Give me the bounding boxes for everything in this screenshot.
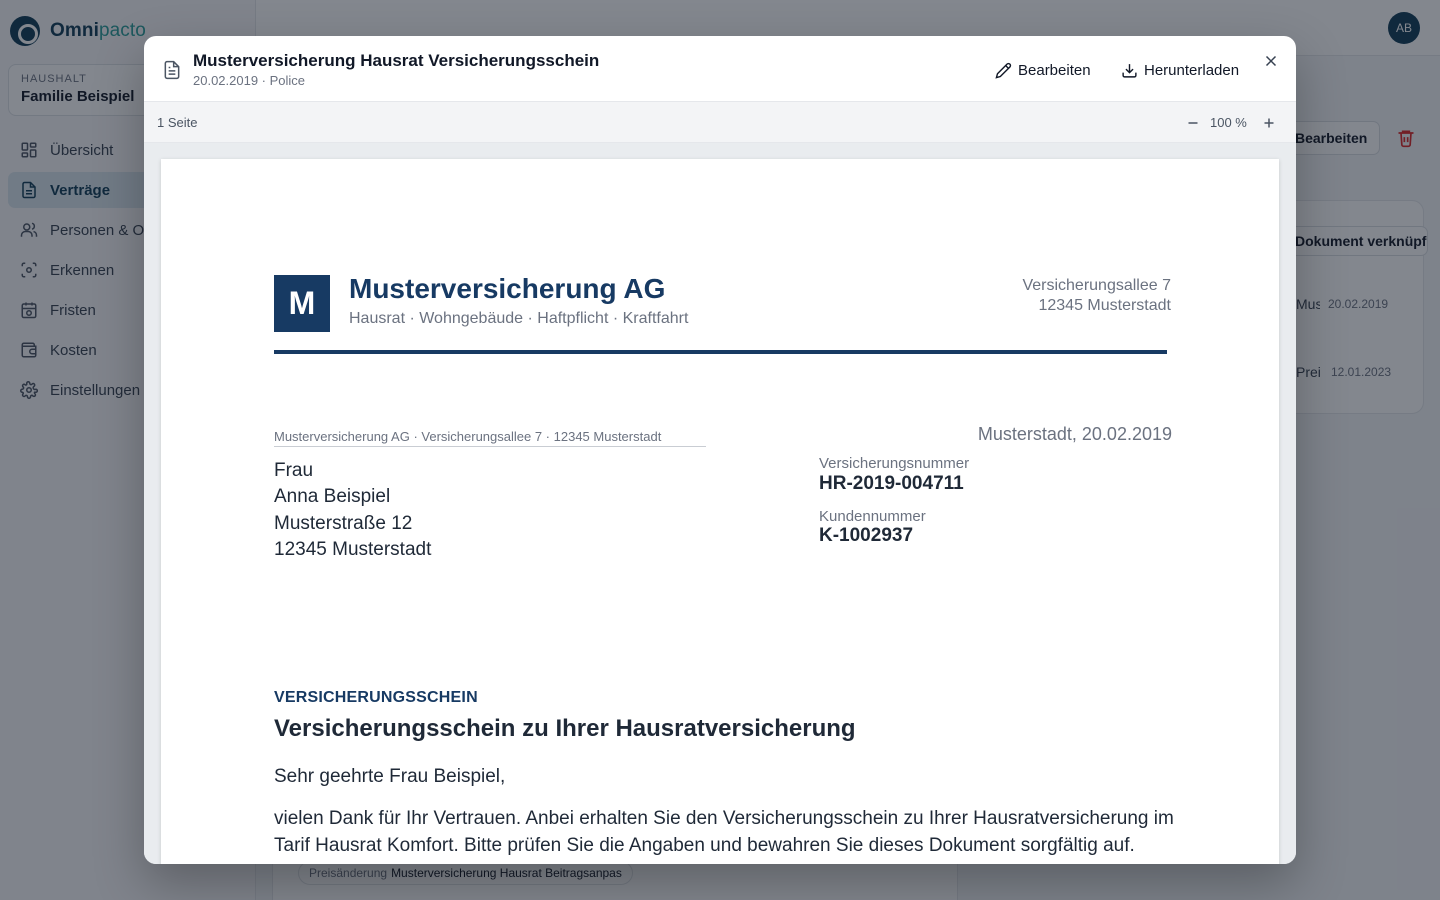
edit-button-label: Bearbeiten [1018, 61, 1091, 79]
pencil-icon [995, 62, 1012, 79]
document-type-label: VERSICHERUNGSSCHEIN [274, 689, 478, 706]
page-count: 1 Seite [157, 115, 198, 130]
company-product-lines: Hausrat · Wohngebäude · Haftpflicht · Kraftfahrt [349, 310, 689, 327]
company-address-street: Versicherungsallee 7 [1022, 277, 1171, 294]
customer-number: K-1002937 [819, 525, 914, 546]
company-address [1022, 276, 1171, 316]
sender-return-line: Musterversicherung AG · Versicherungsallee 7 · 12345 Musterstadt [274, 429, 706, 447]
policy-number: HR-2019-004711 [819, 473, 964, 494]
salutation: Sehr geehrte Frau Beispiel, [274, 766, 506, 787]
place-date: Musterstadt, 20.02.2019 [977, 424, 1172, 444]
policy-number-label: Versicherungsnummer [819, 455, 970, 472]
body-paragraph: vielen Dank für Ihr Vertrauen. Anbei erhalten Sie den Versicherungsschein zu Ihrer Hausratversicherung im Tarif Hausrat Komfort. Bitte prüfen Sie die Angaben und bewahren Sie dieses Dokument sorgfältig auf. [274, 808, 1174, 856]
zoom-in-icon[interactable] [1260, 114, 1278, 132]
modal-subtitle: 20.02.2019 · Police [193, 73, 306, 88]
customer-number-label: Kundennummer [819, 508, 926, 525]
document-page [161, 159, 1279, 864]
company-logo: M [274, 275, 330, 332]
document-heading: Versicherungsschein zu Ihrer Hausratversicherung [274, 715, 856, 742]
modal-title: Musterversicherung Hausrat Versicherungsschein [193, 51, 600, 70]
recipient-line: 12345 Musterstadt [274, 538, 432, 560]
company-address-city: 12345 Musterstadt [1038, 297, 1171, 314]
zoom-level: 100 % [1210, 115, 1247, 130]
recipient-line: Frau [274, 460, 314, 481]
recipient-line: Musterstraße 12 [274, 512, 413, 534]
viewer-toolbar [144, 102, 1296, 143]
download-button[interactable] [1121, 56, 1239, 84]
close-icon[interactable] [1262, 52, 1280, 70]
modal-header [144, 36, 1296, 102]
recipient-address [274, 458, 431, 563]
document-viewer[interactable] [144, 143, 1296, 864]
letterhead-divider [274, 350, 1167, 354]
edit-button[interactable] [995, 56, 1091, 84]
document-preview-modal [144, 36, 1296, 864]
download-button-label: Herunterladen [1144, 61, 1240, 79]
recipient-line: Anna Beispiel [274, 486, 391, 508]
zoom-out-icon[interactable] [1184, 114, 1202, 132]
file-text-icon [162, 59, 182, 81]
download-icon [1121, 62, 1138, 79]
company-name: Musterversicherung AG [349, 273, 666, 304]
